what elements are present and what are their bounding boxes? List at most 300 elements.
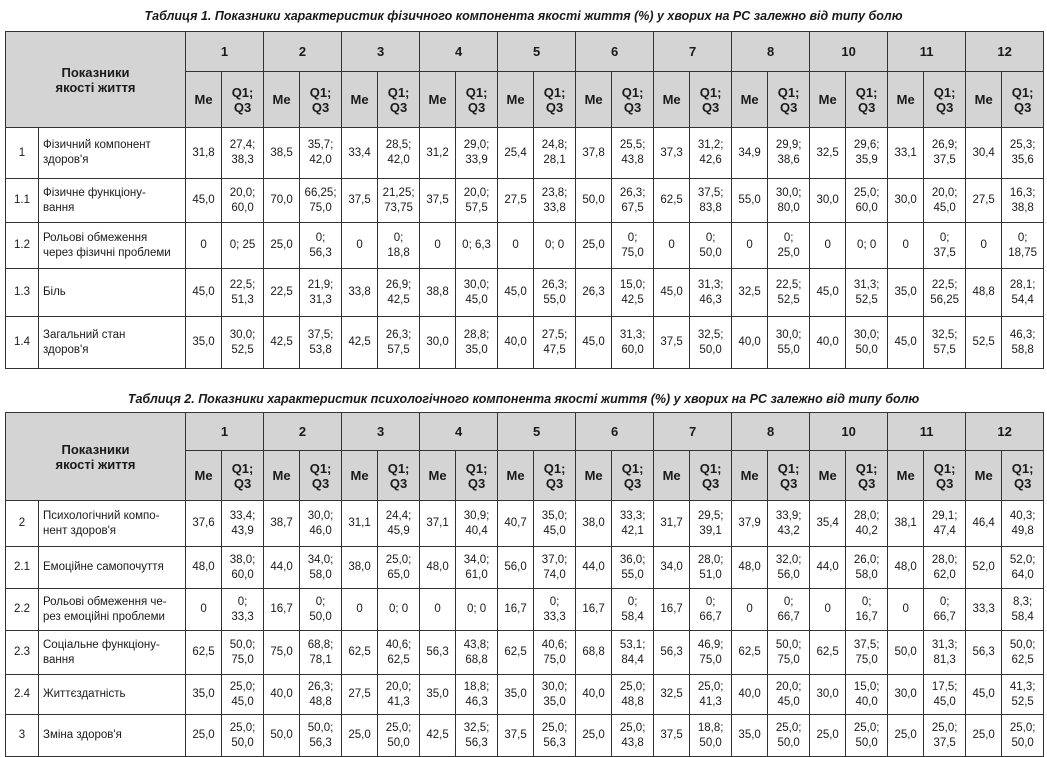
q1q3-value xyxy=(768,715,810,757)
q1q3-value xyxy=(768,223,810,269)
q1q3-header-text: Q3 xyxy=(701,475,720,491)
q1q3-value xyxy=(690,547,732,589)
me-header: Ме xyxy=(264,451,300,501)
q1q3-value xyxy=(1002,223,1044,269)
me-value: 16,7 xyxy=(264,589,300,631)
me-value: 30,0 xyxy=(888,179,924,223)
me-value: 48,0 xyxy=(186,547,222,589)
me-value: 40,0 xyxy=(498,317,534,369)
q1q3-value-text: 18,75 xyxy=(1008,246,1038,259)
q1q3-value-text: 50,0; xyxy=(307,721,334,734)
me-value: 56,3 xyxy=(966,631,1002,675)
me-value: 30,4 xyxy=(966,128,1002,179)
q1q3-value-text: 16,7 xyxy=(855,610,878,623)
q1q3-value xyxy=(222,631,264,675)
me-value: 62,5 xyxy=(732,631,768,675)
indicator-header-text: Показники xyxy=(61,441,130,457)
me-value: 56,0 xyxy=(498,547,534,589)
q1q3-value-text: 41,3 xyxy=(387,695,410,708)
q1q3-value xyxy=(690,269,732,317)
q1q3-header-text: Q1; xyxy=(777,460,800,476)
q1q3-value xyxy=(768,128,810,179)
q1q3-value-text: 75,0 xyxy=(231,653,254,666)
indicator-header xyxy=(6,413,186,501)
q1q3-value-text: 37,5; xyxy=(307,328,334,341)
q1q3-header xyxy=(222,451,264,501)
q1q3-value-text: 31,3 xyxy=(309,293,332,306)
table2-caption: Таблиця 2. Показники характеристик психологічного компонента якості життя (%) у хворих на РС залежно від типу болю xyxy=(127,392,920,406)
q1q3-value xyxy=(456,128,498,179)
indicator-header-text: якості життя xyxy=(55,456,136,472)
me-value: 0 xyxy=(342,223,378,269)
q1q3-value-text: 50,0 xyxy=(231,736,254,749)
q1q3-header-text: Q3 xyxy=(467,99,486,115)
q1q3-value-text: 60,0 xyxy=(231,201,254,214)
q1q3-value-text: 25,0; xyxy=(385,553,412,566)
me-value: 37,5 xyxy=(420,179,456,223)
me-value: 32,5 xyxy=(810,128,846,179)
me-header: Ме xyxy=(966,72,1002,128)
me-value: 42,5 xyxy=(420,715,456,757)
q1q3-value-text: 57,5 xyxy=(465,201,488,214)
q1q3-value-text: 25,0; xyxy=(541,721,568,734)
me-header: Ме xyxy=(732,72,768,128)
q1q3-header xyxy=(222,72,264,128)
q1q3-value xyxy=(846,317,888,369)
q1q3-value-text: 30,0; xyxy=(307,509,334,522)
q1q3-value-text: 50,0 xyxy=(699,246,722,259)
q1q3-value-text: 15,0; xyxy=(853,680,880,693)
q1q3-value-text: 28,0; xyxy=(697,553,724,566)
me-value: 35,4 xyxy=(810,501,846,547)
q1q3-value-text: 43,8 xyxy=(621,154,644,166)
q1q3-value-text: 31,3; xyxy=(853,278,880,291)
q1q3-header xyxy=(1002,72,1044,128)
me-header: Ме xyxy=(498,72,534,128)
q1q3-value-text: 54,4 xyxy=(1011,293,1034,306)
q1q3-value xyxy=(534,547,576,589)
q1q3-value-text: 40,3; xyxy=(1009,509,1036,522)
q1q3-value-text: 25,0; xyxy=(775,721,802,734)
group-header: 5 xyxy=(498,32,576,72)
table1-caption: Таблиця 1. Показники характеристик фізичного компонента якості життя (%) у хворих на РС залежно від типу болю xyxy=(144,9,903,23)
me-value: 25,4 xyxy=(498,128,534,179)
q1q3-header-text: Q1; xyxy=(309,460,332,476)
q1q3-value-text: 46,0 xyxy=(309,524,332,537)
q1q3-value xyxy=(768,631,810,675)
row-label-text: через фізичні проблеми xyxy=(43,246,171,259)
me-value: 30,0 xyxy=(810,179,846,223)
q1q3-value-text: 35,9 xyxy=(855,154,878,166)
q1q3-value-text: 0; xyxy=(939,231,950,244)
q1q3-value-text: 28,8; xyxy=(463,328,490,341)
q1q3-value-text: 42,5 xyxy=(387,293,410,306)
q1q3-value-text: 38,0; xyxy=(229,553,256,566)
q1q3-value-text: 42,0 xyxy=(309,154,332,166)
q1q3-header-text: Q3 xyxy=(233,99,252,115)
me-value: 30,0 xyxy=(420,317,456,369)
q1q3-value-text: 32,5; xyxy=(463,721,490,734)
q1q3-value xyxy=(1002,317,1044,369)
q1q3-value xyxy=(846,269,888,317)
row-label xyxy=(39,128,186,179)
q1q3-value-text: 25,0; xyxy=(853,721,880,734)
q1q3-value xyxy=(222,317,264,369)
q1q3-value-text: 55,0 xyxy=(543,293,566,306)
q1q3-value-text: 27,5; xyxy=(541,328,568,341)
q1q3-value-text: 8,3; xyxy=(1013,595,1033,608)
q1q3-header xyxy=(924,451,966,501)
q1q3-value xyxy=(300,715,342,757)
q1q3-value-text: 25,0; xyxy=(697,680,724,693)
q1q3-value-text: 25,0; xyxy=(229,680,256,693)
q1q3-value-text: 67,5 xyxy=(621,201,644,214)
q1q3-value-text: 20,0; xyxy=(229,186,256,199)
q1q3-value xyxy=(846,128,888,179)
q1q3-value xyxy=(534,501,576,547)
q1q3-value xyxy=(846,501,888,547)
q1q3-value xyxy=(378,317,420,369)
q1q3-value-text: 27,4; xyxy=(229,139,256,151)
q1q3-header-text: Q1; xyxy=(387,84,410,100)
me-value: 37,5 xyxy=(654,317,690,369)
q1q3-value xyxy=(924,317,966,369)
q1q3-value-text: 37,0; xyxy=(541,553,568,566)
me-value: 33,3 xyxy=(966,589,1002,631)
me-value: 25,0 xyxy=(966,715,1002,757)
me-value: 38,7 xyxy=(264,501,300,547)
q1q3-header-text: Q1; xyxy=(621,460,644,476)
row-label-text: Загальний стан xyxy=(43,328,126,341)
q1q3-value-text: 58,4 xyxy=(621,610,644,623)
me-value: 27,5 xyxy=(342,675,378,715)
me-value: 45,0 xyxy=(576,317,612,369)
q1q3-value-text: 28,0; xyxy=(853,509,880,522)
q1q3-value-text: 38,6 xyxy=(777,154,800,166)
q1q3-value-text: 37,5 xyxy=(933,736,956,749)
q1q3-value-text: 50,0 xyxy=(777,736,800,749)
q1q3-value xyxy=(924,675,966,715)
group-header: 7 xyxy=(654,413,732,451)
me-value: 35,0 xyxy=(498,675,534,715)
indicator-header-text: Показники xyxy=(61,64,130,80)
q1q3-header xyxy=(378,72,420,128)
q1q3-value-text: 48,8 xyxy=(309,695,332,708)
q1q3-value xyxy=(846,715,888,757)
table-row xyxy=(6,501,1044,547)
q1q3-value-text: 45,0 xyxy=(465,293,488,306)
q1q3-value-text: 18,8; xyxy=(463,680,490,693)
q1q3-value-text: 31,3; xyxy=(619,328,646,341)
q1q3-value xyxy=(612,179,654,223)
q1q3-value xyxy=(612,128,654,179)
q1q3-value-text: 41,3; xyxy=(1009,680,1036,693)
q1q3-value xyxy=(690,675,732,715)
me-value: 38,1 xyxy=(888,501,924,547)
q1q3-value xyxy=(1002,501,1044,547)
q1q3-header xyxy=(768,72,810,128)
row-number: 2 xyxy=(6,501,39,547)
q1q3-value-text: 30,0; xyxy=(229,328,256,341)
q1q3-value-text: 0; xyxy=(549,595,560,608)
q1q3-value-text: 51,0 xyxy=(699,568,722,581)
q1q3-value xyxy=(222,223,264,269)
me-value: 32,5 xyxy=(654,675,690,715)
q1q3-value-text: 26,3; xyxy=(541,278,568,291)
q1q3-value-text: 16,3; xyxy=(1009,186,1036,199)
q1q3-value-text: 35,0; xyxy=(541,509,568,522)
q1q3-value-text: 35,7; xyxy=(307,139,334,151)
row-label xyxy=(39,675,186,715)
q1q3-header-text: Q3 xyxy=(467,475,486,491)
q1q3-header-text: Q1; xyxy=(231,84,254,100)
q1q3-value-text: 25,3; xyxy=(1009,139,1036,151)
q1q3-value xyxy=(846,631,888,675)
me-value: 48,0 xyxy=(732,547,768,589)
q1q3-value-text: 25,0; xyxy=(229,721,256,734)
me-value: 32,5 xyxy=(732,269,768,317)
q1q3-value-text: 56,3 xyxy=(543,736,566,749)
q1q3-value-text: 46,3 xyxy=(465,695,488,708)
q1q3-value xyxy=(768,501,810,547)
me-value: 34,0 xyxy=(654,547,690,589)
q1q3-value-text: 56,3 xyxy=(309,246,332,259)
q1q3-header-text: Q1; xyxy=(465,84,488,100)
indicator-header-text: якості життя xyxy=(55,79,136,95)
q1q3-value xyxy=(690,589,732,631)
me-value: 0 xyxy=(732,589,768,631)
q1q3-header xyxy=(768,451,810,501)
me-value: 35,0 xyxy=(186,675,222,715)
row-label-text: вання xyxy=(43,653,75,666)
q1q3-value xyxy=(300,223,342,269)
q1q3-value xyxy=(456,269,498,317)
group-header: 4 xyxy=(420,413,498,451)
q1q3-value xyxy=(690,501,732,547)
q1q3-value-text: 25,0; xyxy=(853,186,880,199)
q1q3-value-text: 40,6; xyxy=(541,638,568,651)
q1q3-value xyxy=(534,128,576,179)
me-value: 0 xyxy=(810,589,846,631)
row-number: 2.4 xyxy=(6,675,39,715)
q1q3-value xyxy=(378,589,420,631)
q1q3-value-text: 25,0; xyxy=(385,721,412,734)
row-label-text: Рольові обмеження xyxy=(43,231,148,244)
me-value: 48,0 xyxy=(888,547,924,589)
q1q3-value-text: 28,0; xyxy=(931,553,958,566)
q1q3-value xyxy=(534,675,576,715)
q1q3-value-text: 56,0 xyxy=(777,568,800,581)
q1q3-value-text: 0; xyxy=(861,595,872,608)
q1q3-value xyxy=(534,715,576,757)
me-value: 45,0 xyxy=(810,269,846,317)
q1q3-header xyxy=(690,72,732,128)
q1q3-value-text: 38,8 xyxy=(1011,201,1034,214)
me-value: 38,5 xyxy=(264,128,300,179)
q1q3-value-text: 0; 0 xyxy=(857,239,877,251)
q1q3-value-text: 0; xyxy=(783,595,794,608)
q1q3-value xyxy=(222,501,264,547)
table-row xyxy=(6,675,1044,715)
q1q3-value-text: 29,5; xyxy=(697,509,724,522)
q1q3-value-text: 52,5 xyxy=(777,293,800,306)
group-header: 12 xyxy=(966,32,1044,72)
me-value: 50,0 xyxy=(888,631,924,675)
q1q3-value xyxy=(534,631,576,675)
q1q3-value xyxy=(690,631,732,675)
q1q3-value-text: 46,3; xyxy=(1009,328,1036,341)
q1q3-value xyxy=(456,501,498,547)
q1q3-value-text: 45,0 xyxy=(933,201,956,214)
q1q3-value-text: 0; xyxy=(627,595,638,608)
q1q3-value-text: 30,0; xyxy=(541,680,568,693)
q1q3-header xyxy=(846,451,888,501)
group-header: 8 xyxy=(732,32,810,72)
q1q3-value-text: 20,0; xyxy=(463,186,490,199)
me-header: Ме xyxy=(966,451,1002,501)
q1q3-value-text: 25,5; xyxy=(619,139,646,151)
q1q3-value-text: 0; xyxy=(783,231,794,244)
q1q3-value-text: 26,9; xyxy=(385,278,412,291)
table-row xyxy=(6,179,1044,223)
q1q3-value-text: 48,8 xyxy=(621,695,644,708)
me-header: Ме xyxy=(888,451,924,501)
q1q3-header-text: Q3 xyxy=(857,99,876,115)
me-value: 45,0 xyxy=(888,317,924,369)
q1q3-value-text: 25,0; xyxy=(931,721,958,734)
me-value: 38,0 xyxy=(342,547,378,589)
q1q3-value-text: 30,0; xyxy=(775,328,802,341)
row-label-text: здоров'я xyxy=(43,154,89,166)
q1q3-value-text: 0; 0 xyxy=(466,603,487,615)
me-value: 31,2 xyxy=(420,128,456,179)
q1q3-value-text: 39,1 xyxy=(699,524,722,537)
q1q3-value-text: 21,9; xyxy=(307,278,334,291)
q1q3-value-text: 43,8; xyxy=(463,638,490,651)
q1q3-value-text: 84,4 xyxy=(621,653,644,666)
q1q3-value xyxy=(300,269,342,317)
table-row xyxy=(6,631,1044,675)
q1q3-value-text: 35,6 xyxy=(1011,154,1034,166)
q1q3-value-text: 60,0 xyxy=(231,568,254,581)
q1q3-value xyxy=(222,589,264,631)
table-row xyxy=(6,547,1044,589)
q1q3-value xyxy=(924,179,966,223)
q1q3-header-text: Q1; xyxy=(309,84,332,100)
q1q3-value-text: 52,5 xyxy=(1011,695,1034,708)
q1q3-value-text: 50,0; xyxy=(1009,638,1036,651)
q1q3-header-text: Q3 xyxy=(779,475,798,491)
q1q3-value-text: 78,1 xyxy=(309,653,332,666)
q1q3-value-text: 53,8 xyxy=(309,343,332,356)
row-number: 2.1 xyxy=(6,547,39,589)
q1q3-value xyxy=(924,128,966,179)
q1q3-value xyxy=(300,128,342,179)
q1q3-value xyxy=(456,675,498,715)
row-label xyxy=(39,547,186,589)
me-header: Ме xyxy=(342,72,378,128)
q1q3-value-text: 30,0; xyxy=(775,186,802,199)
q1q3-value xyxy=(690,128,732,179)
q1q3-value xyxy=(768,589,810,631)
group-header: 6 xyxy=(576,413,654,451)
group-header: 3 xyxy=(342,32,420,72)
q1q3-value-text: 30,9; xyxy=(463,509,490,522)
q1q3-header-text: Q1; xyxy=(1011,84,1034,100)
me-value: 75,0 xyxy=(264,631,300,675)
q1q3-value-text: 0; 25 xyxy=(229,239,256,251)
q1q3-value-text: 18,8 xyxy=(387,246,410,259)
q1q3-value xyxy=(222,269,264,317)
q1q3-header-text: Q1; xyxy=(699,84,722,100)
row-label xyxy=(39,179,186,223)
q1q3-header-text: Q1; xyxy=(231,460,254,476)
row-number: 1.2 xyxy=(6,223,39,269)
q1q3-value-text: 0; 0 xyxy=(544,239,565,251)
q1q3-header-text: Q3 xyxy=(623,99,642,115)
q1q3-value xyxy=(222,128,264,179)
q1q3-value xyxy=(378,547,420,589)
row-label xyxy=(39,317,186,369)
q1q3-value xyxy=(534,317,576,369)
q1q3-value-text: 66,25; xyxy=(304,186,337,199)
q1q3-value-text: 50,0 xyxy=(855,343,878,356)
q1q3-value xyxy=(1002,547,1044,589)
q1q3-header xyxy=(924,72,966,128)
me-value: 38,0 xyxy=(576,501,612,547)
me-value: 37,5 xyxy=(654,715,690,757)
me-value: 37,3 xyxy=(654,128,690,179)
q1q3-header xyxy=(846,72,888,128)
me-value: 40,7 xyxy=(498,501,534,547)
q1q3-value-text: 42,0 xyxy=(387,154,410,166)
group-header: 11 xyxy=(888,32,966,72)
q1q3-value-text: 53,1; xyxy=(619,638,646,651)
me-value: 56,3 xyxy=(654,631,690,675)
q1q3-value-text: 33,4; xyxy=(229,509,256,522)
q1q3-value-text: 33,3 xyxy=(543,610,566,623)
q1q3-value-text: 40,6; xyxy=(385,638,412,651)
me-value: 30,0 xyxy=(810,675,846,715)
q1q3-value-text: 45,0 xyxy=(777,695,800,708)
q1q3-value-text: 55,0 xyxy=(621,568,644,581)
group-header: 5 xyxy=(498,413,576,451)
me-value: 55,0 xyxy=(732,179,768,223)
q1q3-header-text: Q3 xyxy=(623,475,642,491)
q1q3-value xyxy=(612,223,654,269)
me-value: 44,0 xyxy=(810,547,846,589)
q1q3-value-text: 28,1 xyxy=(543,154,566,166)
me-header: Ме xyxy=(342,451,378,501)
me-value: 50,0 xyxy=(576,179,612,223)
group-header: 1 xyxy=(186,413,264,451)
q1q3-value-text: 15,0; xyxy=(619,278,646,291)
me-header: Ме xyxy=(186,451,222,501)
q1q3-value-text: 36,0; xyxy=(619,553,646,566)
q1q3-header-text: Q1; xyxy=(1011,460,1034,476)
q1q3-value-text: 50,0; xyxy=(775,638,802,651)
q1q3-value-text: 75,0 xyxy=(855,653,878,666)
q1q3-header-text: Q1; xyxy=(855,84,878,100)
q1q3-value xyxy=(690,715,732,757)
q1q3-header-text: Q3 xyxy=(311,99,330,115)
q1q3-value-text: 75,0 xyxy=(777,653,800,666)
q1q3-header xyxy=(690,451,732,501)
group-header: 12 xyxy=(966,413,1044,451)
q1q3-value-text: 32,0; xyxy=(775,553,802,566)
me-value: 62,5 xyxy=(810,631,846,675)
q1q3-header-text: Q1; xyxy=(933,84,956,100)
